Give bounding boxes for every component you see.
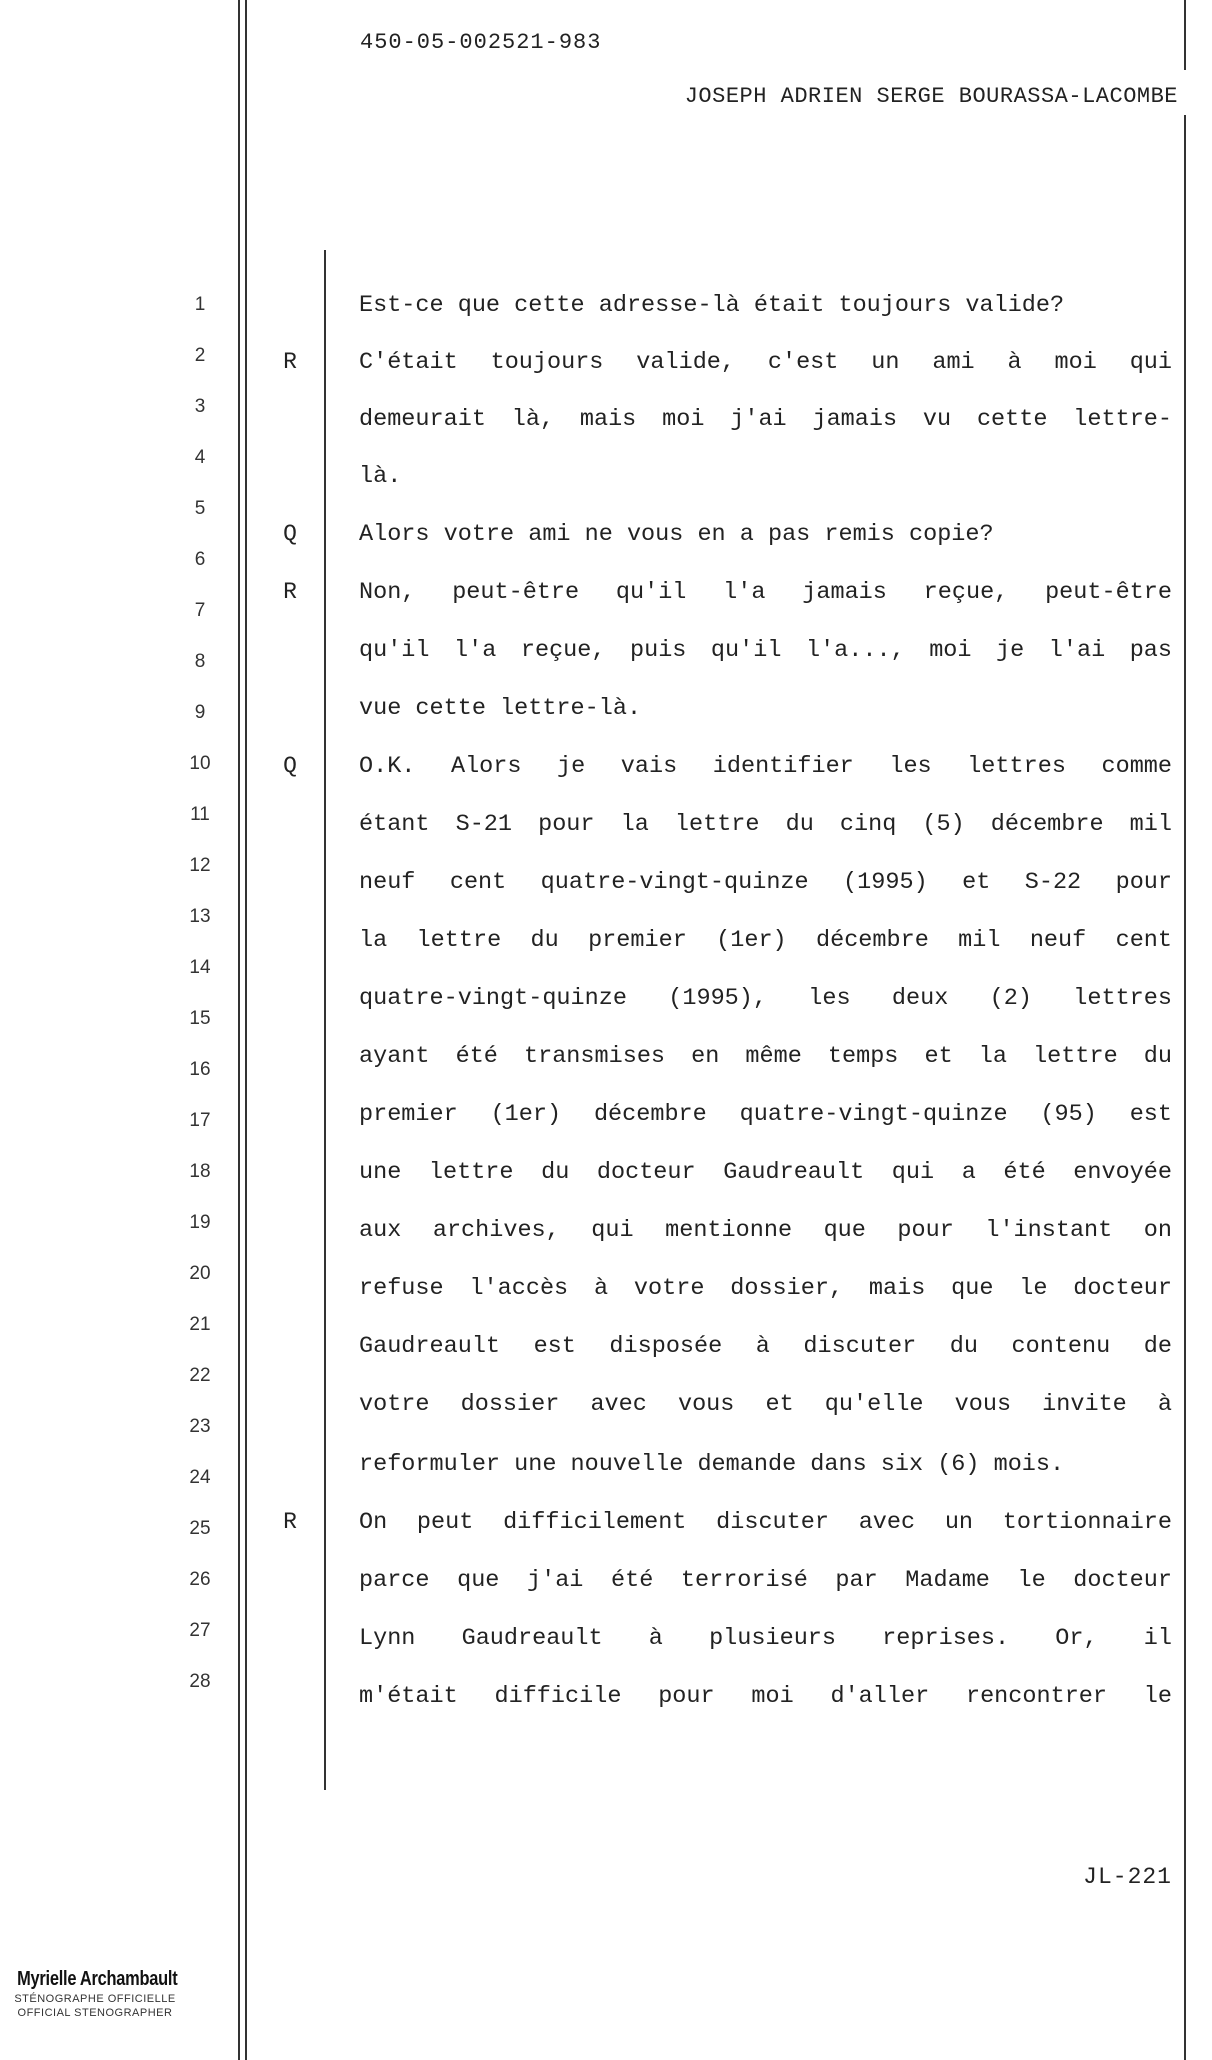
line-number: 27	[189, 1620, 211, 1641]
line-number: 6	[194, 549, 206, 570]
transcript-line: qu'il l'a reçue, puis qu'il l'a..., moi je l'ai pas	[359, 637, 1172, 664]
page-reference: JL-221	[1083, 1864, 1172, 1890]
line-number: 15	[189, 1008, 211, 1029]
line-number: 20	[189, 1263, 211, 1284]
line-number: 1	[194, 294, 206, 315]
transcript-line: parce que j'ai été terrorisé par Madame le docteur	[359, 1567, 1172, 1594]
line-number: 21	[189, 1314, 211, 1335]
stenographer-title-fr: STÉNOGRAPHE OFFICIELLE	[14, 1993, 176, 2005]
line-number: 18	[189, 1161, 211, 1182]
line-number: 8	[194, 651, 206, 672]
transcript-line: Non, peut-être qu'il l'a jamais reçue, peut-être	[359, 579, 1172, 606]
transcript-line: vue cette lettre-là.	[359, 695, 642, 722]
line-number: 24	[189, 1467, 211, 1488]
transcript-line: O.K. Alors je vais identifier les lettres comme	[359, 753, 1172, 780]
line-number: 14	[189, 957, 211, 978]
left-margin-rule-outer	[238, 0, 240, 2060]
line-number: 3	[194, 396, 206, 417]
transcript-line: étant S-21 pour la lettre du cinq (5) décembre mil	[359, 811, 1172, 838]
speaker-marker-reponse: R	[283, 1509, 297, 1535]
witness-name: JOSEPH ADRIEN SERGE BOURASSA-LACOMBE	[684, 84, 1178, 109]
stenographer-signature-block	[0, 1968, 190, 2019]
line-number: 23	[189, 1416, 211, 1437]
left-margin-rule-inner	[245, 0, 247, 2060]
transcript-line: votre dossier avec vous et qu'elle vous invite à	[359, 1391, 1172, 1418]
transcript-line: la lettre du premier (1er) décembre mil neuf cent	[359, 927, 1172, 954]
transcript-line: ayant été transmises en même temps et la lettre du	[359, 1043, 1172, 1070]
transcript-line: m'était difficile pour moi d'aller rencontrer le	[359, 1683, 1172, 1710]
transcript-line: Lynn Gaudreault à plusieurs reprises. Or, il	[359, 1625, 1172, 1652]
speaker-column-rule	[324, 250, 326, 1790]
line-number: 2	[194, 345, 206, 366]
transcript-line: neuf cent quatre-vingt-quinze (1995) et S-22 pour	[359, 869, 1172, 896]
speaker-marker-reponse: R	[283, 579, 297, 605]
transcript-line: refuse l'accès à votre dossier, mais que le docteur	[359, 1275, 1172, 1302]
transcript-line: quatre-vingt-quinze (1995), les deux (2) lettres	[359, 985, 1172, 1012]
line-number: 10	[189, 753, 211, 774]
stenographer-title-en: OFFICIAL STENOGRAPHER	[17, 2007, 173, 2019]
line-number: 16	[189, 1059, 211, 1080]
transcript-line: C'était toujours valide, c'est un ami à moi qui	[359, 349, 1172, 376]
speaker-marker-reponse: R	[283, 349, 297, 375]
line-number: 17	[189, 1110, 211, 1131]
speaker-marker-question: Q	[283, 753, 297, 779]
transcript-line: Gaudreault est disposée à discuter du contenu de	[359, 1333, 1172, 1360]
right-margin-rule-top	[1184, 0, 1186, 70]
line-number: 5	[194, 498, 206, 519]
transcript-line: aux archives, qui mentionne que pour l'instant on	[359, 1217, 1172, 1244]
line-number: 28	[189, 1671, 211, 1692]
line-number: 4	[194, 447, 206, 468]
case-number: 450-05-002521-983	[360, 30, 602, 55]
line-number: 7	[194, 600, 206, 621]
stenographer-name: Myrielle Archambault	[17, 1968, 178, 1990]
transcript-line: reformuler une nouvelle demande dans six (6) mois.	[359, 1451, 1065, 1478]
line-number: 25	[189, 1518, 211, 1539]
right-margin-rule	[1184, 115, 1186, 2060]
speaker-marker-question: Q	[283, 521, 297, 547]
transcript-line: On peut difficilement discuter avec un tortionnaire	[359, 1509, 1172, 1536]
line-number: 9	[194, 702, 206, 723]
transcript-line: une lettre du docteur Gaudreault qui a été envoyée	[359, 1159, 1172, 1186]
line-number: 22	[189, 1365, 211, 1386]
transcript-line: Est-ce que cette adresse-là était toujours valide?	[359, 292, 1065, 319]
line-number: 19	[189, 1212, 211, 1233]
transcript-line: demeurait là, mais moi j'ai jamais vu cette lettre-	[359, 406, 1172, 433]
line-number: 13	[189, 906, 211, 927]
transcript-line: Alors votre ami ne vous en a pas remis copie?	[359, 521, 994, 548]
transcript-line: là.	[359, 463, 402, 490]
line-number: 12	[189, 855, 211, 876]
transcript-line: premier (1er) décembre quatre-vingt-quinze (95) est	[359, 1101, 1172, 1128]
line-number: 11	[190, 804, 210, 825]
line-number: 26	[189, 1569, 211, 1590]
